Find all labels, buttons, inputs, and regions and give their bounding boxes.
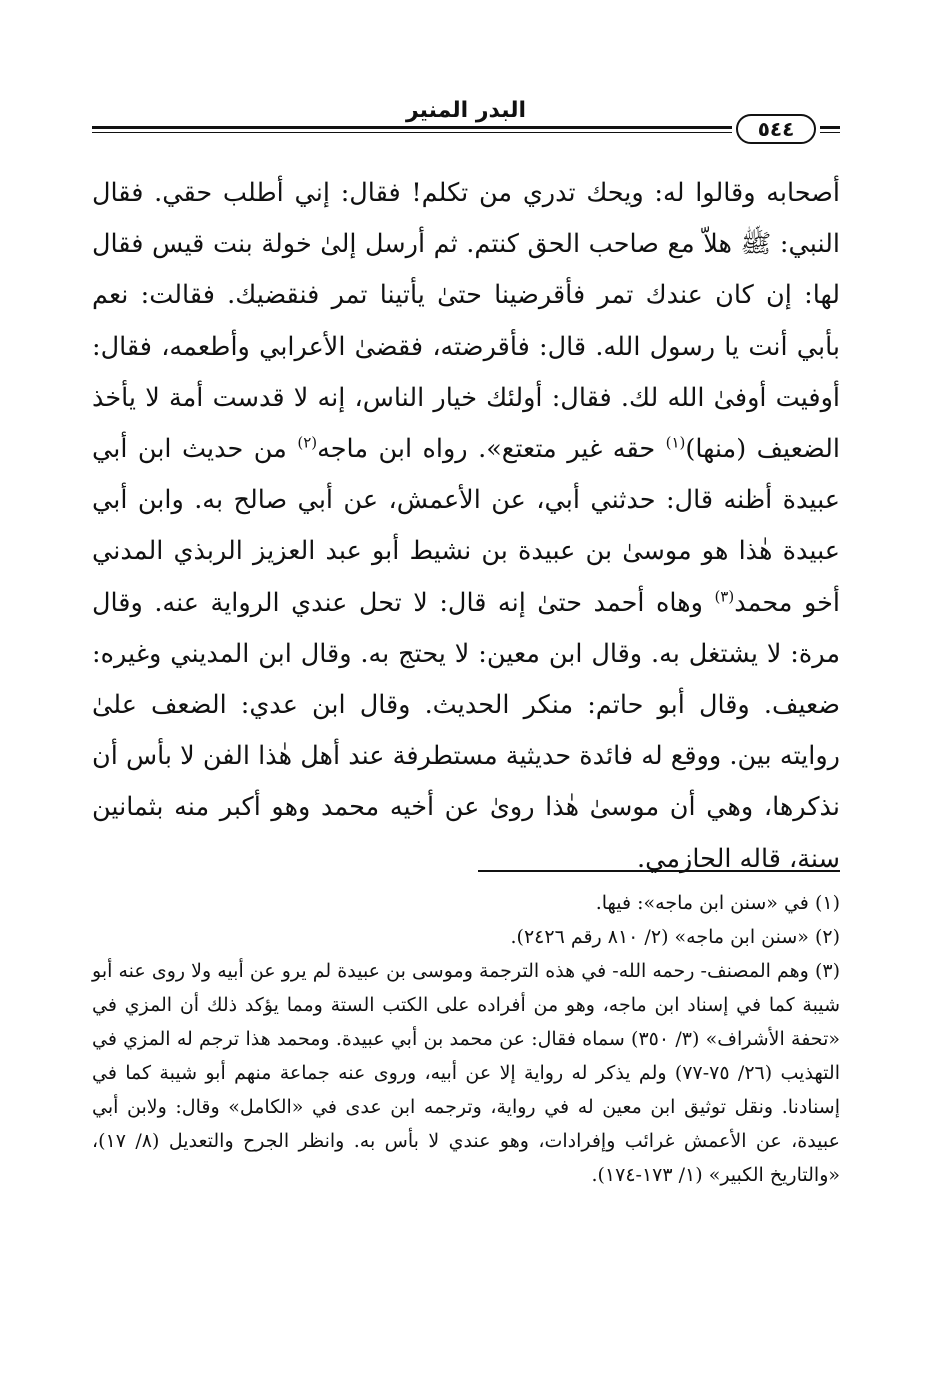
header-rule-right-thin	[820, 132, 840, 133]
footnotes	[92, 886, 840, 1192]
footnote-2	[92, 920, 840, 954]
footnote-1	[92, 886, 840, 920]
footnote-text: في «سنن ابن ماجه»: فيها.	[595, 892, 809, 914]
header-rule-right	[820, 126, 840, 129]
footnote-separator	[478, 870, 840, 872]
page-number: ٥٤٤	[736, 114, 816, 144]
footnote-number: (٢)	[814, 926, 840, 948]
main-text-part1: أصحابه وقالوا له: ويحك تدري من تكلم! فقال: إني أطلب حقي. فقال النبي: ﷺ هلاّ مع صاحب الحق كنتم. ثم أرسل إلىٰ خولة بنت قيس فقال لها: إن كان عندك تمر فأقرضينا حتىٰ يأتينا تمر فنقضيك. فقالت: نعم بأبي أنت يا رسول الله. قال: فأقرضته، فقضىٰ الأعرابي وأطعمه، فقال: أوفيت أوفىٰ الله لك. فقال: أولئك خيار الناس، إنه لا قدست أمة لا يأخذ الضعيف (منها)	[92, 178, 841, 465]
main-text	[92, 168, 840, 885]
main-text-part3: من حديث ابن أبي عبيدة أظنه قال: حدثني أبي، عن الأعمش، عن أبي صالح به. وابن أبي عبيدة هٰذا هو موسىٰ بن عبيدة بن نشيط أبو عبد العزيز الربذي المدني أخو محمد	[92, 434, 841, 618]
footnote-number: (١)	[814, 892, 840, 914]
header-rule	[92, 126, 732, 129]
footnote-ref-2: (٢)	[297, 433, 318, 452]
footnote-ref-3: (٣)	[714, 587, 735, 606]
running-title: البدر المنير	[405, 98, 526, 123]
main-text-part2: حقه غير متعتع». رواه ابن ماجه	[317, 434, 666, 465]
main-text-part4: وهاه أحمد حتىٰ إنه قال: لا تحل عندي الرواية عنه. وقال مرة: لا يشتغل به. وقال ابن معين: لا يحتج به. وقال ابن المديني وغيره: ضعيف. وقال أبو حاتم: منكر الحديث. وقال ابن عدي: الضعف علىٰ روايته بين. ووقع له فائدة حديثية مستطرفة عند أهل هٰذا الفن لا بأس أن نذكرها، وهي أن موسىٰ هٰذا روىٰ عن أخيه محمد وهو أكبر منه بثمانين سنة، قاله الحازمي.	[92, 587, 840, 874]
footnote-number: (٣)	[814, 960, 840, 982]
main-paragraph	[92, 168, 840, 885]
footnote-ref-1: (١)	[665, 433, 686, 452]
header-rule-thin	[92, 132, 732, 133]
footnote-text: وهم المصنف- رحمه الله- في هذه الترجمة وموسى بن عبيدة لم يرو عن أبيه ولا روى عنه أبو شيبة كما في إسناد ابن ماجه، وهو من أفراده على الكتب الستة ومما يؤكد ذلك أن المزي في «تحفة الأشراف» (٣/ ٣٥٠) سماه فقال: عن محمد بن أبي عبيدة. ومحمد هذا ترجم له المزي في التهذيب (٢٦/ ٧٥-٧٧) ولم يذكر له رواية إلا عن أبيه، وروى عنه جماعة منهم أبو شيبة كما في إسنادنا. ونقل توثيق ابن معين له في رواية، وترجمه ابن عدى في «الكامل» وقال: ولابن أبي عبيدة، عن الأعمش غرائب وإفرادات، وهو عندي لا بأس به. وانظر الجرح والتعديل (٨/ ١٧)، «والتاريخ الكبير» (١/ ١٧٣-١٧٤).	[92, 960, 840, 1186]
footnote-3	[92, 954, 840, 1192]
page-header	[92, 92, 840, 152]
footnote-text: «سنن ابن ماجه» (٢/ ٨١٠ رقم ٢٤٢٦).	[510, 926, 809, 948]
